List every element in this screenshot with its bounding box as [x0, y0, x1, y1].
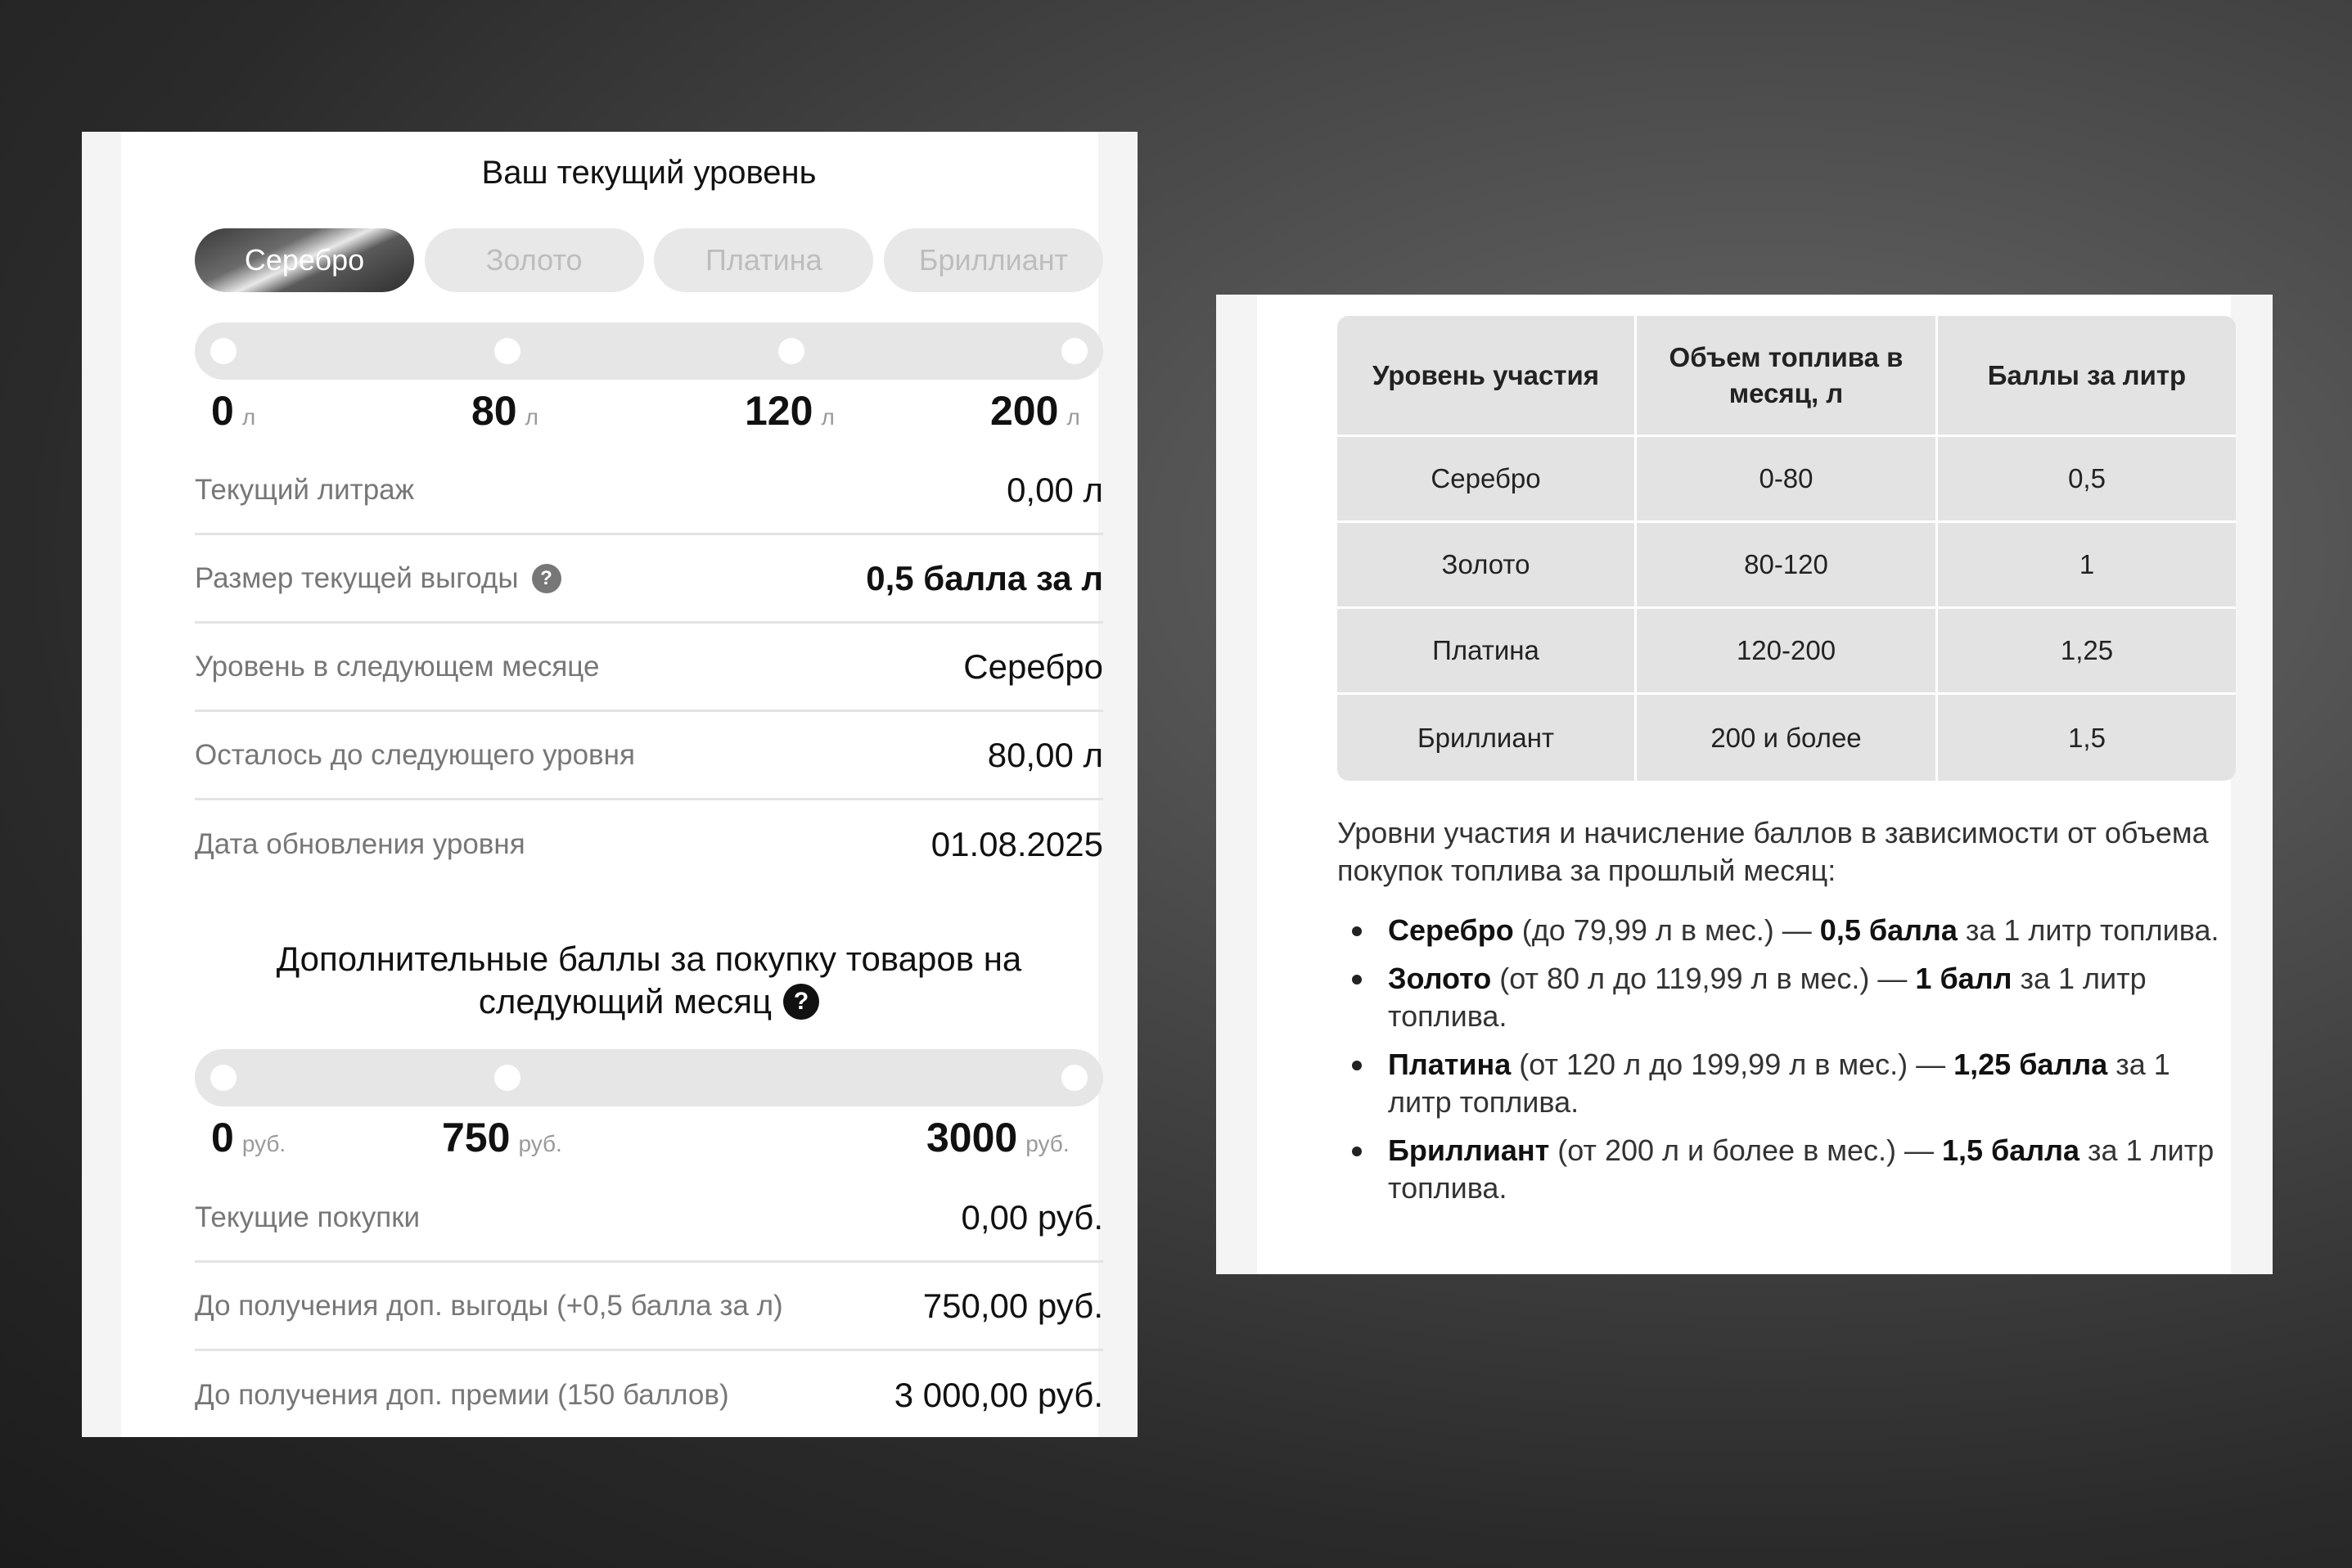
info-row-current-volume: Текущий литраж 0,00 л — [195, 447, 1103, 535]
fuel-progress-dot — [1061, 338, 1088, 364]
table-cell: 80-120 — [1637, 523, 1938, 609]
table-cell: 1 — [1938, 523, 2236, 609]
table-header-row — [1337, 316, 2236, 437]
table-cell: 0-80 — [1637, 437, 1938, 523]
purchase-scale-mark: 3000 руб. — [926, 1115, 1070, 1160]
purchase-scale-mark: 750 руб. — [442, 1115, 562, 1160]
extra-points-title: Дополнительные баллы за покупку товаров на следующий месяц ? — [276, 939, 1022, 1021]
info-row-next-level: Уровень в следующем месяце Серебро — [195, 624, 1103, 712]
fuel-scale — [195, 387, 1103, 436]
fuel-scale-mark: 0 л — [211, 388, 256, 434]
help-icon[interactable]: ? — [783, 984, 819, 1020]
table-cell: Бриллиант — [1337, 695, 1637, 781]
table-cell: 1,5 — [2068, 722, 2106, 753]
list-item: Серебро (до 79,99 л в мес.) — 0,5 балла за 1 литр топлива. — [1337, 912, 2229, 949]
info-row-current-benefit: Размер текущей выгоды ? 0,5 балла за л — [195, 535, 1103, 624]
help-icon[interactable]: ? — [532, 564, 561, 593]
fuel-scale-mark: 120 л — [745, 388, 835, 434]
fuel-progress-dot — [210, 338, 237, 364]
levels-table — [1337, 316, 2236, 781]
levels-info-card — [1216, 295, 2273, 1274]
info-row-extra-bonus: До получения доп. премии (150 баллов) 3 000,00 руб. — [195, 1376, 1103, 1414]
loyalty-level-panel — [121, 132, 1103, 1437]
purchase-progress-dot — [210, 1065, 237, 1091]
info-row-current-purchases: Текущие покупки 0,00 руб. — [195, 1174, 1103, 1263]
table-row — [1337, 609, 2236, 695]
table-cell: 200 и более — [1637, 695, 1938, 781]
levels-bullet-list — [1337, 912, 2229, 1218]
info-row-remaining: Осталось до следующего уровня 80,00 л — [195, 712, 1103, 800]
table-row — [1337, 695, 2236, 781]
fuel-scale-mark: 80 л — [471, 388, 538, 434]
loyalty-level-card — [82, 132, 1138, 1437]
table-cell: Серебро — [1337, 437, 1637, 523]
table-row — [1337, 523, 2236, 609]
info-row-extra-benefit: До получения доп. выгоды (+0,5 балла за л) 750,00 руб. — [195, 1263, 1103, 1351]
table-cell: 120-200 — [1637, 609, 1938, 695]
table-header: Баллы за литр — [1938, 316, 2236, 437]
tab-platinum[interactable]: Платина — [654, 228, 873, 292]
table-cell: Платина — [1337, 609, 1637, 695]
tab-silver[interactable]: Серебро — [195, 228, 414, 292]
table-cell: 1,25 — [1938, 609, 2236, 695]
info-row-update-date: Дата обновления уровня 01.08.2025 — [195, 825, 1103, 863]
purchase-progress-dot — [494, 1065, 520, 1091]
tab-diamond[interactable]: Бриллиант — [884, 228, 1103, 292]
current-level-title: Ваш текущий уровень — [481, 155, 817, 191]
list-item: Платина (от 120 л до 199,99 л в мес.) — 1,25 балла за 1 литр топлива. — [1337, 1046, 2229, 1121]
info-row-label: Размер текущей выгоды — [195, 561, 519, 594]
table-row — [1337, 437, 2236, 523]
list-item: Бриллиант (от 200 л и более в мес.) — 1,5 балла за 1 литр топлива. — [1337, 1132, 2229, 1207]
levels-description: Уровни участия и начисление баллов в зависимости от объема покупок топлива за прошлый месяц: — [1337, 816, 2209, 887]
purchase-progress-dot — [1061, 1065, 1088, 1091]
purchase-scale-mark: 0 руб. — [211, 1115, 286, 1160]
table-header: Объем топлива в месяц, л — [1637, 316, 1938, 437]
table-cell: Золото — [1337, 523, 1637, 609]
table-cell: 0,5 — [1938, 437, 2236, 523]
purchase-scale — [195, 1114, 1103, 1163]
table-header: Уровень участия — [1337, 316, 1637, 437]
level-tabs — [195, 228, 1103, 292]
list-item: Золото (от 80 л до 119,99 л в мес.) — 1 балл за 1 литр топлива. — [1337, 960, 2229, 1035]
purchase-progress-track — [195, 1049, 1103, 1106]
fuel-progress-dot — [778, 338, 804, 364]
fuel-progress-track — [195, 322, 1103, 380]
fuel-progress-dot — [494, 338, 520, 364]
fuel-scale-mark: 200 л — [990, 388, 1080, 434]
levels-info-panel — [1257, 295, 2231, 1274]
tab-gold[interactable]: Золото — [425, 228, 644, 292]
